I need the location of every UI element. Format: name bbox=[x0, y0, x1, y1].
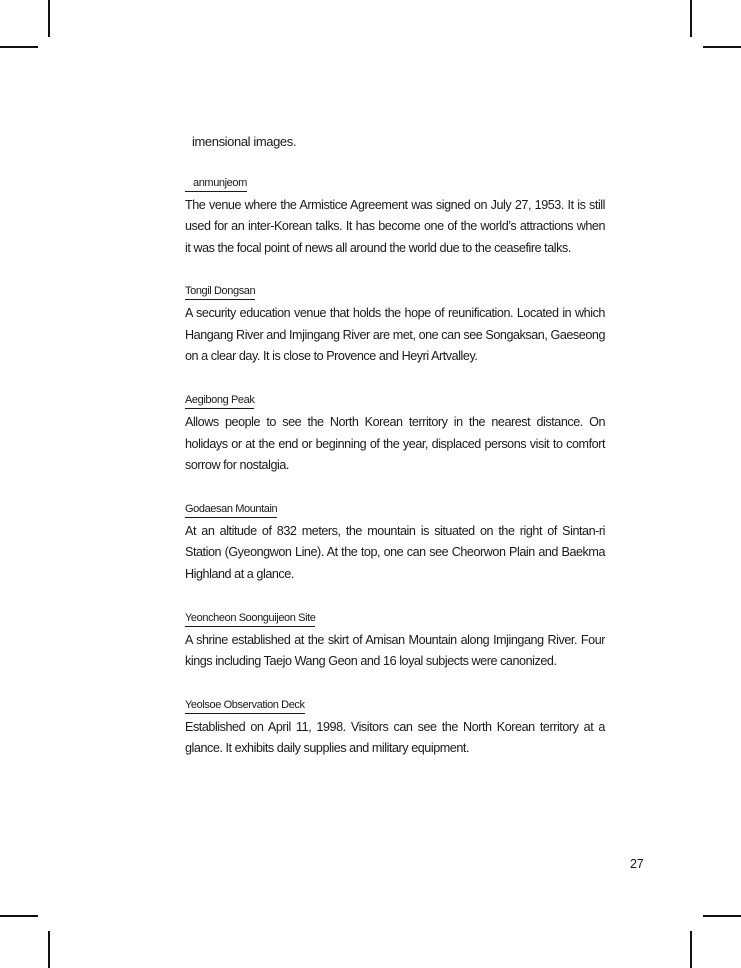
entry-title: Yeoncheon Soonguijeon Site bbox=[185, 611, 315, 627]
page-content bbox=[185, 131, 605, 782]
crop-mark-top-right-horizontal bbox=[703, 46, 741, 48]
crop-mark-bottom-right-horizontal bbox=[703, 915, 741, 917]
entry-body: A shrine established at the skirt of Amisan Mountain along Imjingang River. Four kings including Taejo Wang Geon and 16 loyal subjects were canonized. bbox=[185, 632, 605, 669]
entry-godaesan-mountain bbox=[185, 499, 605, 586]
entry-body: At an altitude of 832 meters, the mountain is situated on the right of Sintan-ri Station (Gyeongwon Line). At the top, one can see Cheorwon Plain and Baekma Highland at a glance. bbox=[185, 523, 605, 582]
entry-title: Tongil Dongsan bbox=[185, 284, 255, 300]
lead-text: imensional images. bbox=[192, 134, 297, 149]
crop-mark-top-left-horizontal bbox=[0, 46, 38, 48]
entry-title: Aegibong Peak bbox=[185, 393, 254, 409]
crop-mark-top-right-vertical bbox=[690, 0, 692, 37]
entry-aegibong-peak bbox=[185, 390, 605, 477]
entry-body: A security education venue that holds the hope of reunification. Located in which Hangang River and Imjingang River are met, one can see Songaksan, Gaeseong on a clear day. It is close to Provence and Heyri Artvalley. bbox=[185, 306, 605, 364]
entry-yeolsoe-observation-deck bbox=[185, 695, 605, 760]
entry-tongil-dongsan bbox=[185, 281, 605, 368]
entry-title: Godaesan Mountain bbox=[185, 502, 277, 518]
crop-mark-top-left-vertical bbox=[48, 0, 50, 37]
page-number: 27 bbox=[630, 857, 644, 871]
entry-panmunjeom bbox=[185, 173, 605, 260]
entry-body: Established on April 11, 1998. Visitors can see the North Korean territory at a glance. It exhibits daily supplies and military equipment. bbox=[185, 719, 605, 756]
entry-title: Yeolsoe Observation Deck bbox=[185, 698, 305, 714]
entry-body: The venue where the Armistice Agreement was signed on July 27, 1953. It is still used for an inter-Korean talks. It has become one of the world’s attractions when it was the focal point of news all around the world due to the ceasefire talks. bbox=[185, 197, 605, 255]
entry-body: Allows people to see the North Korean territory in the nearest distance. On holidays or at the end or beginning of the year, displaced persons visit to comfort sorrow for nostalgia. bbox=[185, 415, 605, 473]
crop-mark-bottom-left-vertical bbox=[48, 931, 50, 968]
crop-mark-bottom-right-vertical bbox=[690, 931, 692, 968]
crop-mark-bottom-left-horizontal bbox=[0, 915, 38, 917]
entry-title: anmunjeom bbox=[185, 176, 247, 192]
entry-yeoncheon-soonguijeon-site bbox=[185, 608, 605, 673]
